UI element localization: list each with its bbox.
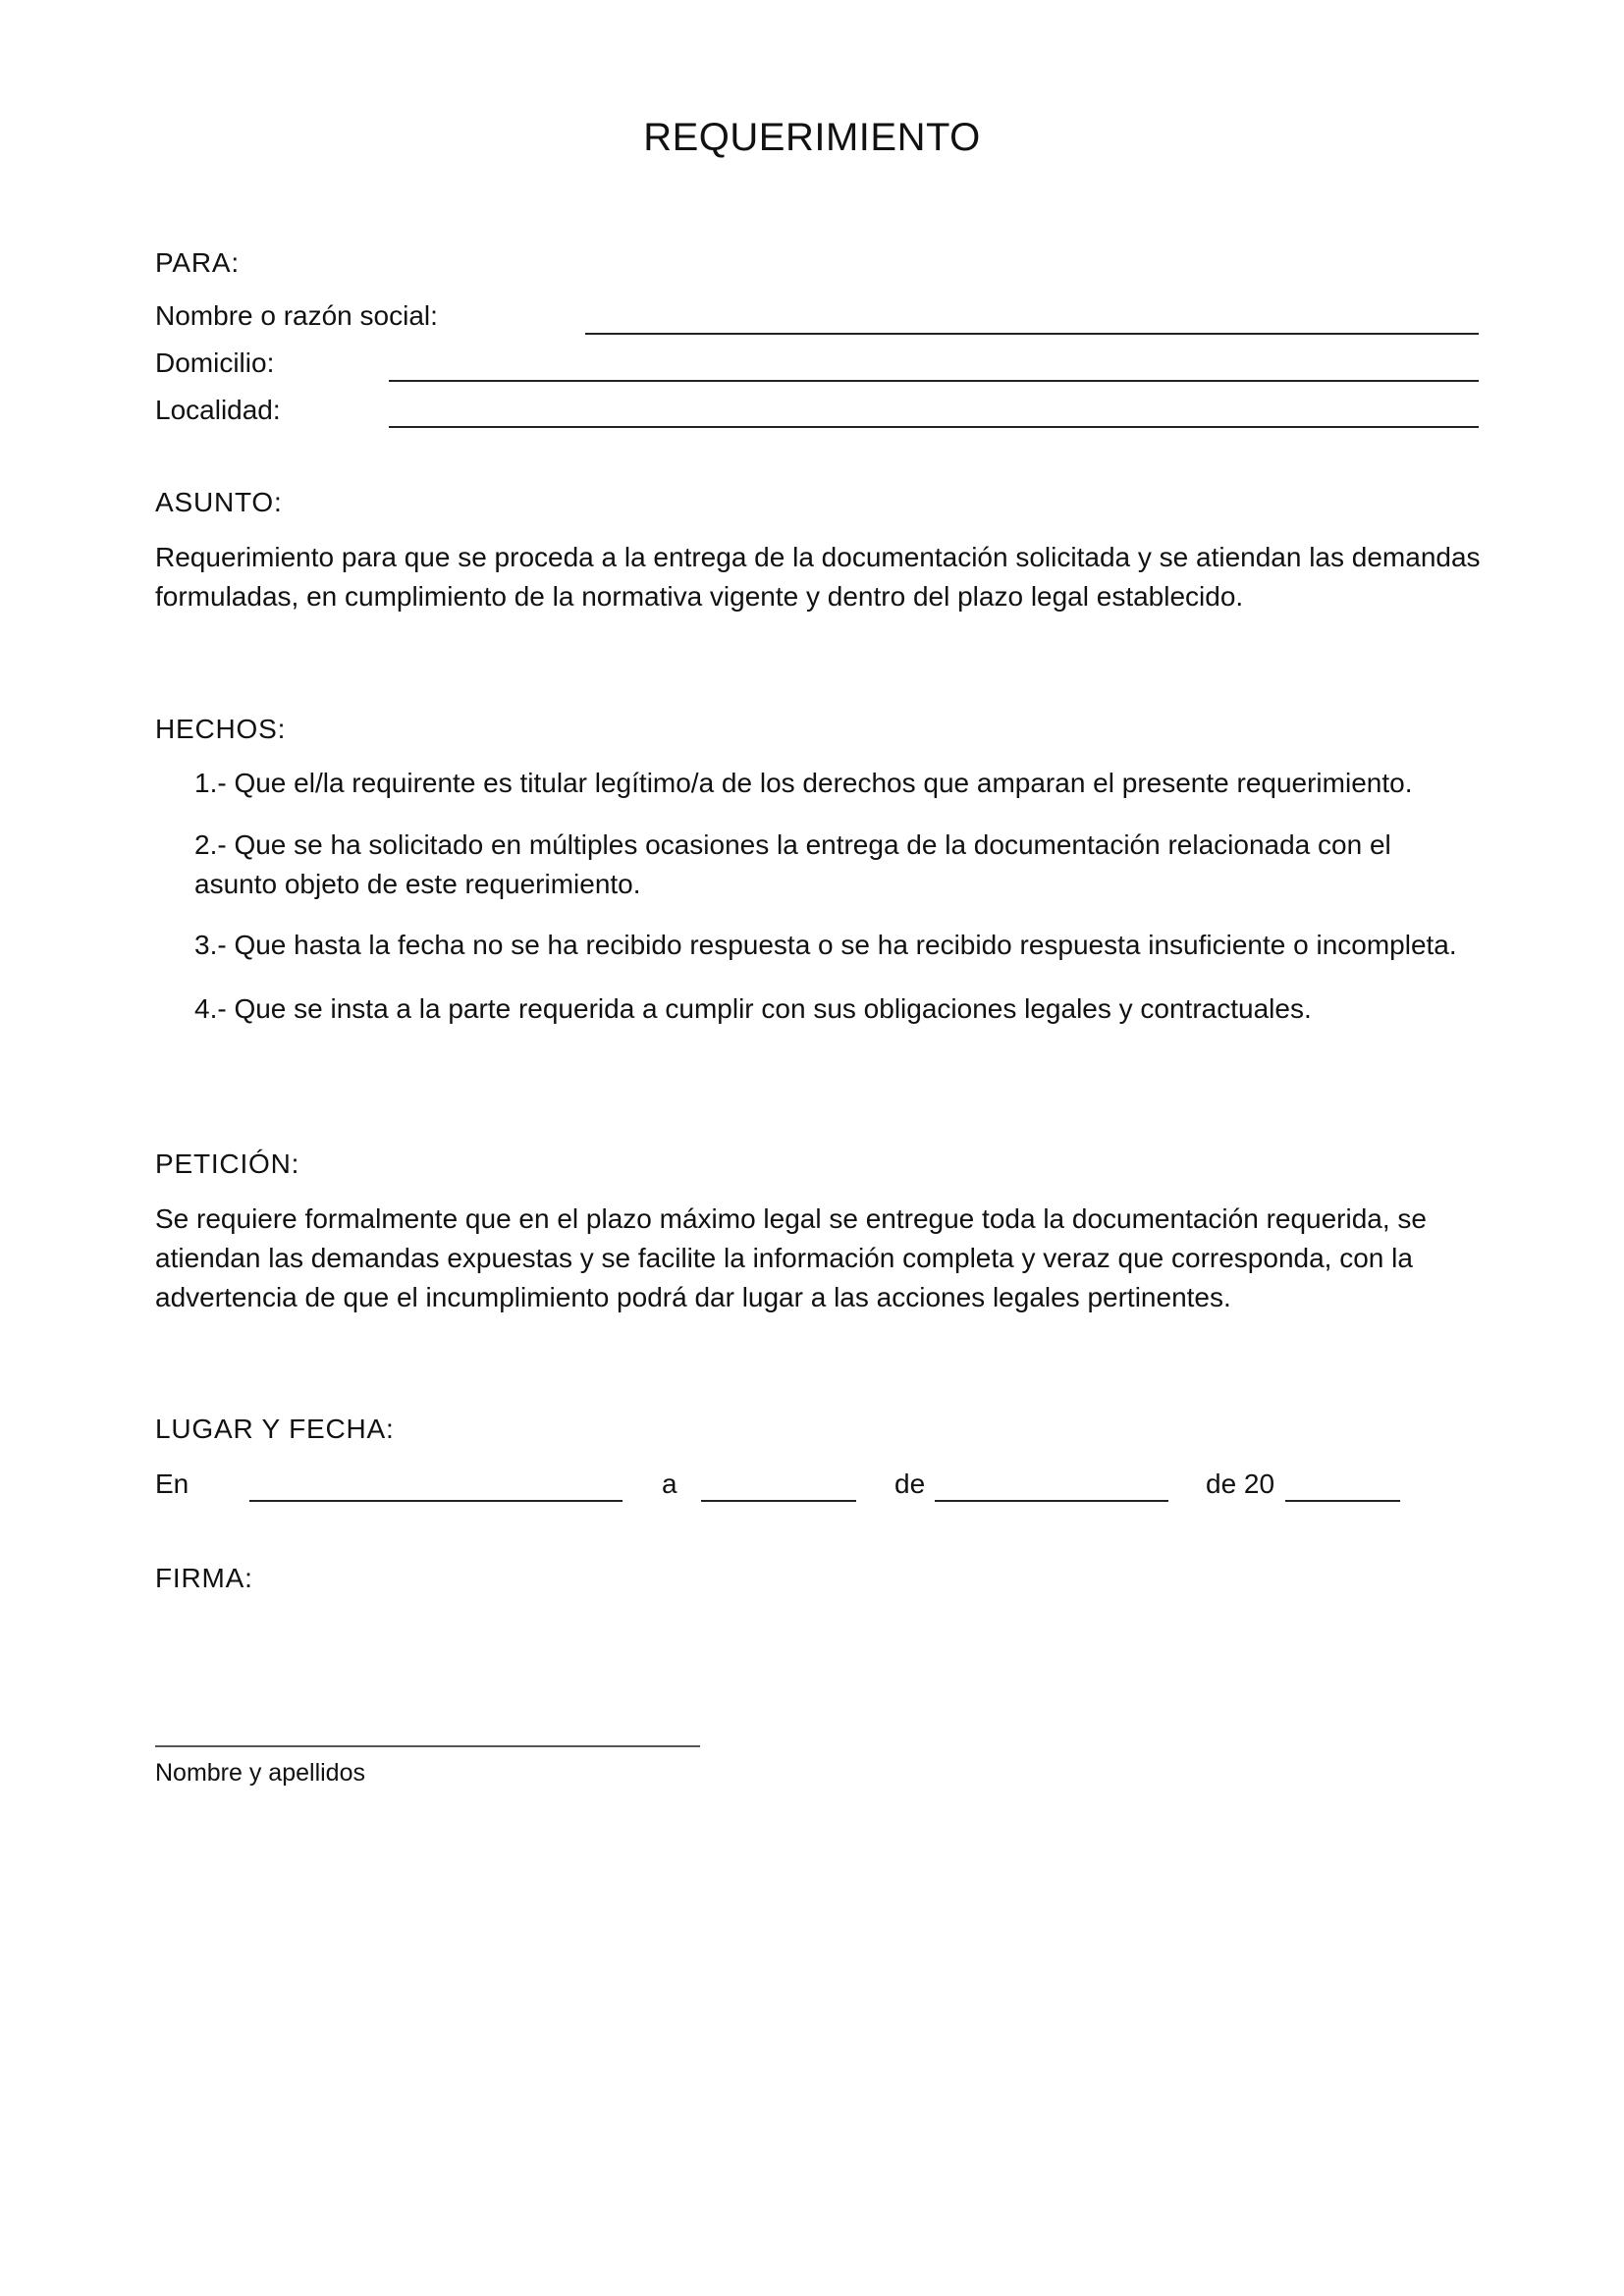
firma-label: FIRMA: bbox=[155, 1563, 253, 1593]
lugar-field-line[interactable] bbox=[249, 1500, 623, 1502]
hechos-item-4: 4.- Que se insta a la parte requerida a cumplir con sus obligaciones legales y contractuales. bbox=[194, 993, 1312, 1024]
signature-caption: Nombre y apellidos bbox=[155, 1759, 365, 1787]
anio-field-line[interactable] bbox=[1285, 1500, 1400, 1502]
domicilio-label: Domicilio: bbox=[155, 347, 275, 378]
asunto-text: Requerimiento para que se proceda a la entrega de la documentación solicitada y se atiendan las demandas formuladas, en cumplimiento de la normativa vigente y dentro del plazo legal establecido. bbox=[155, 542, 1481, 612]
hechos-item-2: 2.- Que se ha solicitado en múltiples ocasiones la entrega de la documentación relacionada con el asunto objeto de este requerimiento. bbox=[194, 829, 1391, 899]
nombre-field-line[interactable] bbox=[585, 333, 1479, 335]
asunto-label: ASUNTO: bbox=[155, 487, 283, 517]
peticion-label: PETICIÓN: bbox=[155, 1148, 300, 1179]
hechos-item-3: 3.- Que hasta la fecha no se ha recibido respuesta o se ha recibido respuesta insuficiente o incompleta. bbox=[194, 930, 1457, 960]
hechos-label: HECHOS: bbox=[155, 714, 287, 744]
localidad-field-line[interactable] bbox=[389, 426, 1479, 428]
en-label: En bbox=[155, 1468, 189, 1499]
de20-label: de 20 bbox=[1206, 1468, 1275, 1499]
hechos-item-1: 1.- Que el/la requirente es titular legítimo/a de los derechos que amparan el presente requerimiento. bbox=[194, 768, 1413, 798]
mes-field-line[interactable] bbox=[935, 1500, 1168, 1502]
dia-field-line[interactable] bbox=[701, 1500, 856, 1502]
peticion-text: Se requiere formalmente que en el plazo máximo legal se entregue toda la documentación requerida, se atiendan las demandas expuestas y se facilite la información completa y veraz que corresponda, con la advertencia de que el incumplimiento podrá dar lugar a las acciones legales pertinentes. bbox=[155, 1203, 1427, 1312]
domicilio-field-line[interactable] bbox=[389, 380, 1479, 382]
a-label: a bbox=[662, 1468, 677, 1499]
document-title: REQUERIMIENTO bbox=[643, 116, 981, 159]
nombre-label: Nombre o razón social: bbox=[155, 300, 438, 331]
de-label: de bbox=[894, 1468, 926, 1499]
signature-line[interactable] bbox=[155, 1745, 700, 1747]
para-label: PARA: bbox=[155, 247, 240, 278]
localidad-label: Localidad: bbox=[155, 395, 281, 425]
lugar-fecha-label: LUGAR Y FECHA: bbox=[155, 1414, 395, 1444]
